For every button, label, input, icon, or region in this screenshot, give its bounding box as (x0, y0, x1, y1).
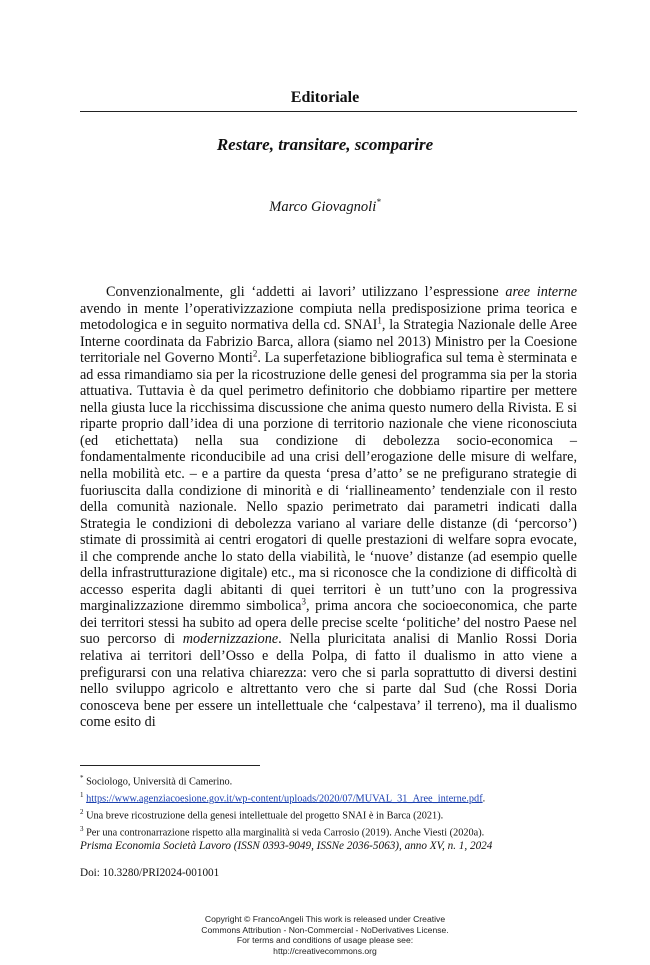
footnote-link[interactable]: https://www.agenziacoesione.gov.it/wp-content/uploads/2020/07/MUVAL_31_Aree_interne.pdf (86, 793, 483, 805)
section-heading: Editoriale (290, 89, 360, 106)
author-line (0, 197, 650, 216)
journal-citation: Prisma Economia Società Lavoro (ISSN 0393-9049, ISSNe 2036-5063), anno XV, n. 1, 2024 (80, 840, 493, 852)
footnote-text: Sociologo, Università di Camerino. (86, 776, 233, 788)
copyright-line: Copyright © FrancoAngeli This work is released under Creative (204, 914, 446, 924)
footnote-2 (80, 806, 577, 823)
footnote-ref-2[interactable]: 2 (252, 348, 258, 359)
footnote-mark: 2 (80, 808, 84, 817)
footnote-suffix: . (482, 793, 486, 805)
copyright-link[interactable]: http://creativecommons.org (273, 945, 377, 956)
copyright-line: Commons Attribution - Non-Commercial - NoDerivatives License. (201, 924, 449, 935)
body-text-segment: Convenzionalmente, gli ‘addetti ai lavori’ utilizzano l’espressione (106, 284, 499, 300)
footnote-mark: 1 (80, 791, 84, 800)
author-name: Marco Giovagnoli (269, 198, 377, 215)
footnote-text: Per una contronarrazione rispetto alla marginalità si veda Carrosio (2019). Anche Viesti (2020a). (86, 827, 485, 839)
body-text-segment: . La superfetazione bibliografica sul tema è sterminata e ad essa rimandiamo sia per la ricostruzione delle genesi del programma sia per la storia attuativa. Tuttavia è da quel perimetro definitorio che dobbiamo ripartire per mettere nella giusta luce la ricchissima discussione che anima questo numero della Rivista. E si riparte proprio dall’idea di una porzione di territorio nazionale che viene riconosciuta (ed etichettata) nella sua condizione di debolezza socio-economica – fondamentalmente riconducibile ad una crisi dell’erogazione delle misure di welfare, nella mobilità etc. – e a partire da questa ‘presa d’atto’ se ne prefigurano strategie di fuoriuscita dalla condizione di minorità e di ‘riallineamento’ tendenziale con il resto della comunità nazionale. Nello spazio perimetrato dai parametri indicati dalla Strategia le condizioni di debolezza variano al variare delle distanze (di ‘percorso’) stimate di prossimità ai centri erogatori di quelle prestazioni di welfare sopra evocate, il che comprende anche lo stato della viabilità, le ‘nuove’ distanze (ad esempio quelle della infrastrutturazione digitale) etc., ma si riconosce che la condizione di difficoltà di accesso esperita dagli abitanti di quei territori è un tutt’uno con la progressiva marginalizzazione diremmo simbolica (80, 350, 578, 615)
emphasis-modernizzazione: modernizzazione (182, 631, 279, 648)
footnote-3 (80, 823, 577, 840)
footnote-ref-3[interactable]: 3 (301, 596, 306, 607)
footnote-divider (80, 765, 260, 766)
emphasis-aree-interne: aree interne (505, 284, 577, 300)
copyright-notice (0, 914, 650, 956)
body-text-segment: , prima ancora che socioeconomica, che parte dei territori stessi ha subito ad opera delle precise scelte ‘politiche’ del nostro Paese nel suo percorso di (80, 598, 577, 648)
footnote-text: Una breve ricostruzione della genesi intellettuale del progetto SNAI è in Barca (2021). (86, 810, 444, 822)
article-title: Restare, transitare, scomparire (216, 135, 434, 154)
footnote-author (80, 772, 577, 789)
doi: Doi: 10.3280/PRI2024-001001 (80, 867, 220, 879)
heading-divider (80, 111, 577, 112)
footnote-1 (80, 789, 577, 806)
footnote-mark: 3 (80, 825, 84, 834)
author-footnote-mark[interactable]: * (376, 197, 381, 207)
body-text-segment: , la Strategia Nazionale delle Aree Interne coordinata da Fabrizio Barca, allora (siamo nel 2013) Ministro per la Coesione territoriale nel Governo Monti (80, 317, 577, 367)
footnotes (80, 772, 577, 840)
copyright-line: For terms and conditions of usage please see: (236, 935, 414, 946)
footnote-mark: * (80, 774, 84, 782)
body-text-segment: avendo in mente l’operativizzazione compiuta nella predisposizione prima teorica e metodologica e in seguito normativa della cd. SNAI (80, 300, 577, 334)
body-text-segment: . Nella pluricitata analisi di Manlio Rossi Doria relativa ai territori dell’Osso e della Polpa, di fatto il dualismo in atto viene a prefigurarsi con una relativa chiarezza: vero che si parla soprattutto di diversi destini nello sviluppo agricolo e altrettanto vero che si parte dal Sud (che Rossi Doria conosceva bene per essere un intellettuale che ‘calpestava’ il terreno), ma il dualismo come esito di (80, 631, 577, 731)
body-paragraph (80, 284, 577, 731)
footnote-ref-1[interactable]: 1 (377, 315, 382, 326)
